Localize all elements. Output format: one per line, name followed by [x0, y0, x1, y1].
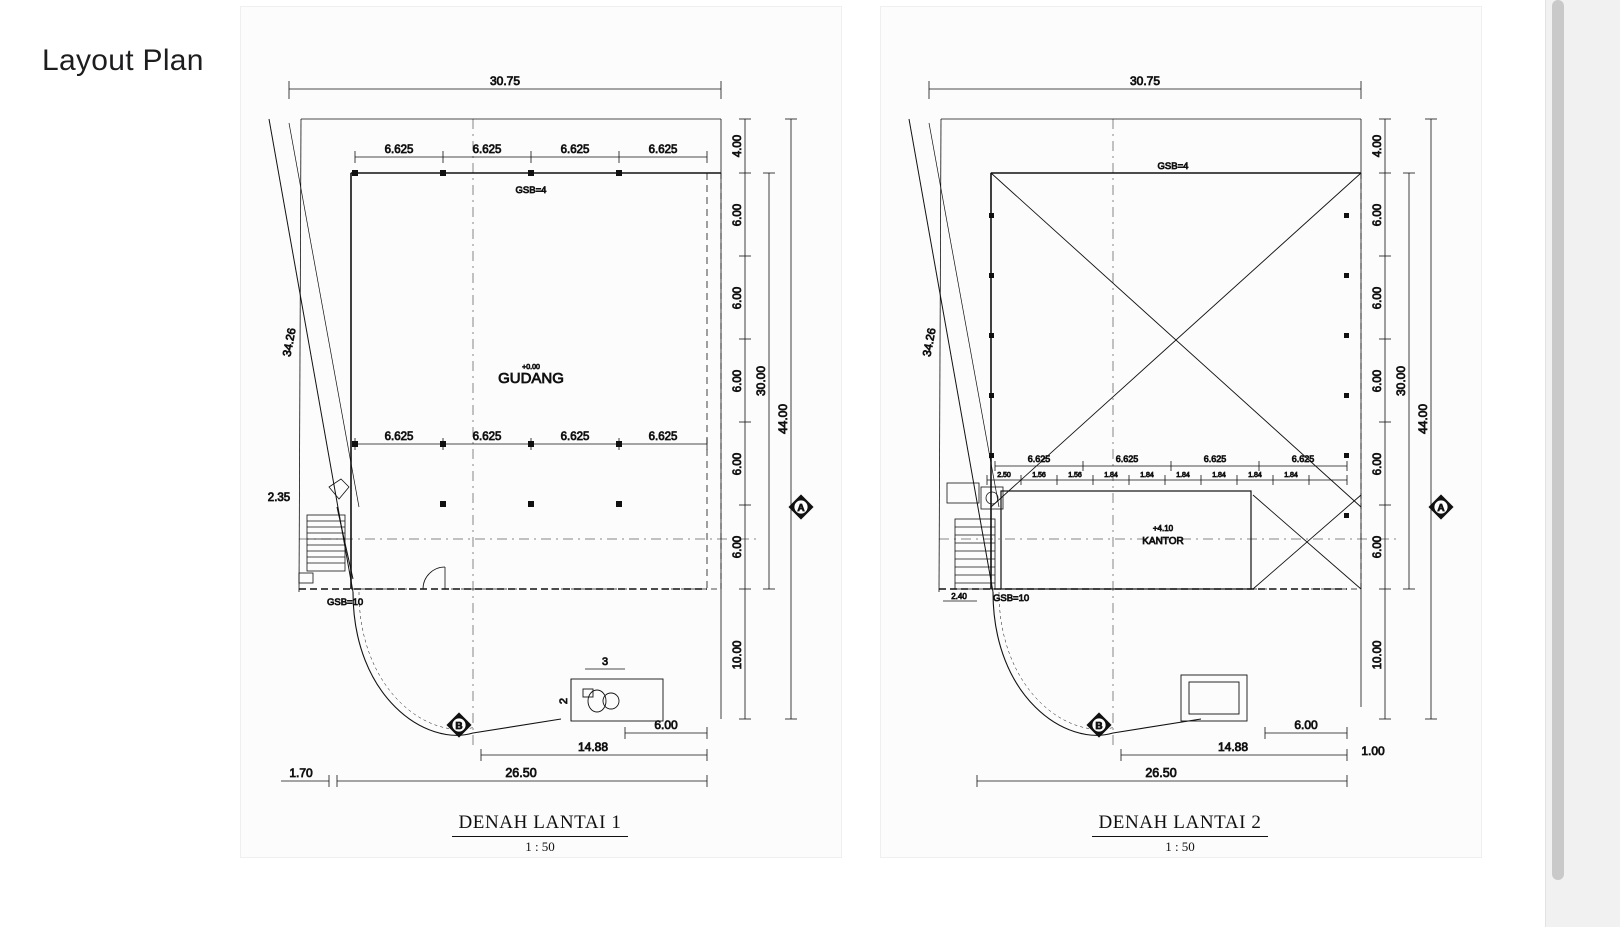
dim-top-total: 30.75	[489, 74, 521, 88]
dim-right-3: 6.00	[732, 286, 744, 310]
label-gsb-bottom: GSB=10	[327, 597, 364, 608]
dim2-right-total-44: 44.00	[1416, 403, 1430, 435]
dim-grid-top-4: 6.625	[648, 144, 678, 156]
caption-lantai-2	[1030, 812, 1330, 855]
dim2-grid-2: 6.625	[1115, 454, 1139, 464]
label-gsb-top-2: GSB=4	[1157, 161, 1189, 172]
dim2-right-total-30: 30.00	[1394, 365, 1408, 397]
dim-right-1: 4.00	[732, 134, 744, 158]
dim2-right-3: 6.00	[1372, 286, 1384, 310]
caption-scale-2: 1 : 50	[1165, 839, 1195, 854]
dim2-right-small: 1.00	[1361, 744, 1385, 758]
section-marker-b	[447, 713, 471, 737]
dim-detail-height: 2	[558, 697, 570, 705]
label-room-name: GUDANG	[498, 370, 564, 387]
section-marker-b-2	[1087, 713, 1111, 737]
scrollbar-thumb[interactable]	[1552, 0, 1564, 880]
dim-grid-mid-4: 6.625	[648, 431, 678, 443]
dim-grid-mid-1: 6.625	[384, 431, 414, 443]
section-marker-b-label: B	[455, 721, 463, 732]
label-gsb-bottom-2: GSB=10	[993, 593, 1030, 604]
dim-grid-mid-3: 6.625	[560, 431, 590, 443]
page-title: Layout Plan	[42, 44, 204, 77]
dim2-right-2: 6.00	[1372, 203, 1384, 227]
dim2-bottom-small: 6.00	[1294, 718, 1318, 732]
dim2-grid-4: 6.625	[1291, 454, 1315, 464]
dim-left-offset: 1.70	[289, 766, 313, 780]
dim2-sub-5: 1.84	[1140, 472, 1154, 479]
dim-bottom-total: 26.50	[505, 766, 537, 780]
section-marker-a	[789, 495, 813, 519]
dim2-right-7: 10.00	[1372, 640, 1384, 670]
dim-diagonal-small: 2.35	[267, 492, 291, 504]
caption-title-2: DENAH LANTAI 2	[1092, 812, 1267, 837]
dim2-right-1: 4.00	[1372, 134, 1384, 158]
dim2-left-small: 2.40	[951, 592, 967, 601]
dim2-sub-7: 1.84	[1212, 472, 1226, 479]
floor-plan-lantai-1[interactable]	[240, 6, 842, 858]
section-marker-a-2	[1429, 495, 1453, 519]
dim-detail-width: 3	[601, 656, 609, 668]
section-marker-b-2-label: B	[1095, 721, 1103, 732]
dim-grid-mid-2: 6.625	[472, 431, 502, 443]
dim-right-5: 6.00	[732, 452, 744, 476]
caption-title: DENAH LANTAI 1	[452, 812, 627, 837]
dim-top-total-2: 30.75	[1129, 74, 1161, 88]
dim-right-2: 6.00	[732, 203, 744, 227]
dim-right-total-44: 44.00	[776, 403, 790, 435]
dim2-sub-9: 1.84	[1284, 472, 1298, 479]
label-room-level-2: +4.10	[1152, 524, 1174, 533]
floor-plan-lantai-2[interactable]	[880, 6, 1482, 858]
label-room-level: +0.00	[522, 364, 540, 371]
dim-right-total-30: 30.00	[754, 365, 768, 397]
caption-scale: 1 : 50	[525, 839, 555, 854]
dim-grid-top-3: 6.625	[560, 144, 590, 156]
dim2-bottom-sub: 14.88	[1217, 740, 1249, 754]
dim-right-7: 10.00	[732, 640, 744, 670]
dim2-sub-1: 2.50	[997, 472, 1011, 479]
dim2-right-5: 6.00	[1372, 452, 1384, 476]
dim2-right-6: 6.00	[1372, 535, 1384, 559]
dim-right-6: 6.00	[732, 535, 744, 559]
dim2-sub-2: 1.56	[1032, 472, 1046, 479]
dim2-sub-6: 1.84	[1176, 472, 1190, 479]
dim-right-4: 6.00	[732, 369, 744, 393]
label-room-name-2: KANTOR	[1142, 536, 1184, 547]
label-gsb-top: GSB=4	[515, 185, 547, 196]
dim-grid-top-2: 6.625	[472, 144, 502, 156]
section-marker-a-2-label: A	[1437, 503, 1445, 514]
dim-bottom-small: 6.00	[654, 718, 678, 732]
dim2-grid-1: 6.625	[1027, 454, 1051, 464]
dim2-grid-3: 6.625	[1203, 454, 1227, 464]
dim-grid-top-1: 6.625	[384, 144, 414, 156]
dim2-diagonal-length: 34.26	[921, 327, 939, 358]
dim2-sub-4: 1.84	[1104, 472, 1118, 479]
dim2-sub-8: 1.84	[1248, 472, 1262, 479]
dim-bottom-sub: 14.88	[577, 740, 609, 754]
dim2-right-4: 6.00	[1372, 369, 1384, 393]
caption-lantai-1	[390, 812, 690, 855]
dim2-sub-3: 1.56	[1068, 472, 1082, 479]
dim2-bottom-total: 26.50	[1145, 766, 1177, 780]
section-marker-a-label: A	[797, 503, 805, 514]
dim-diagonal-length: 34.26	[281, 327, 299, 358]
